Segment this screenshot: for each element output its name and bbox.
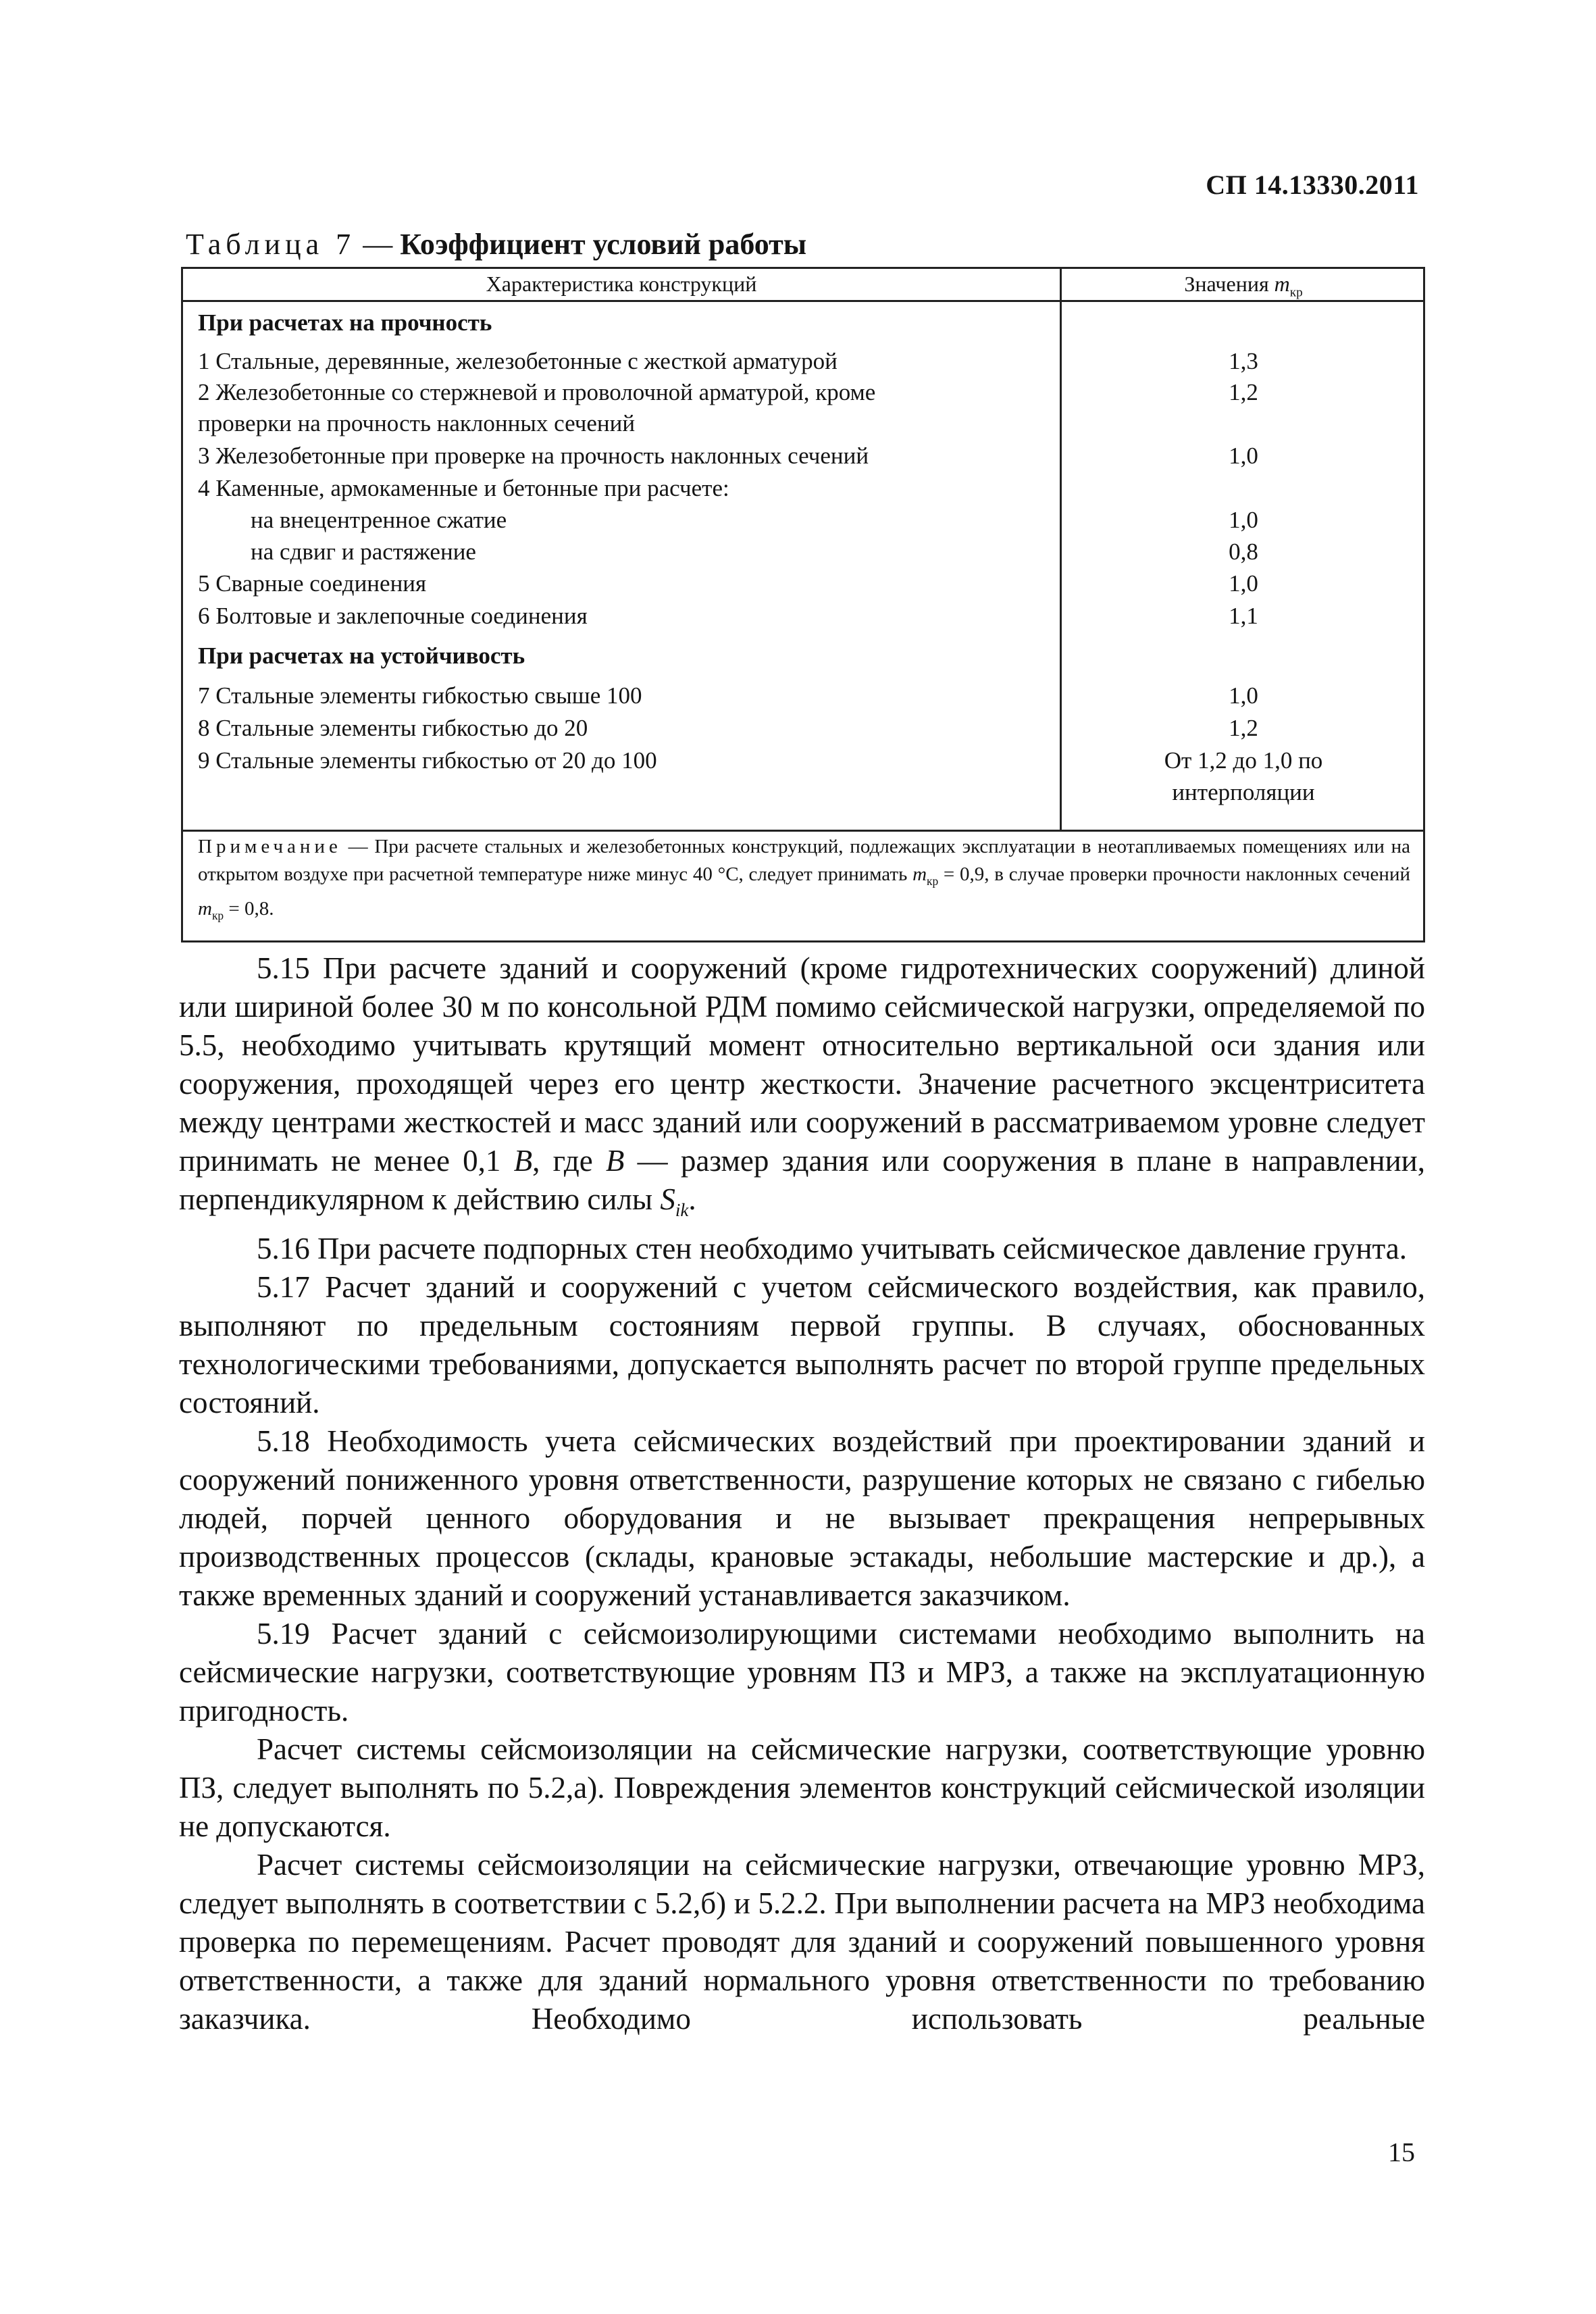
table-row-text: 7 Стальные элементы гибкостью свыше 100 <box>198 682 642 709</box>
document-code: СП 14.13330.2011 <box>1206 170 1419 200</box>
table-caption-prefix: Таблица 7 <box>186 228 356 261</box>
table-row-text: 6 Болтовые и заклепочные соединения <box>198 603 588 629</box>
table-row-value: 1,3 <box>1229 348 1258 374</box>
table-row-value: 1,0 <box>1229 507 1258 533</box>
paragraph-5-16: 5.16 При расчете подпорных стен необходимо учитывать сейсмическое давление грунта. <box>257 1232 1407 1265</box>
body-text <box>179 949 1425 2038</box>
paragraph-5-19-pz: Расчет системы сейсмоизоляции на сейсмические нагрузки, соответствующие уровню ПЗ, следует выполнять по 5.2,а). Повреждения элементов конструкций сейсмической изоляции не допускаются. <box>179 1732 1425 1843</box>
table-row-value: 1,2 <box>1229 379 1258 405</box>
table-row-text: 4 Каменные, армокаменные и бетонные при расчете: <box>198 475 729 501</box>
table-row-text: 2 Железобетонные со стержневой и проволочной арматурой, кроме <box>198 379 876 405</box>
table-row-text: на сдвиг и растяжение <box>251 538 476 565</box>
table-row-value: От 1,2 до 1,0 по <box>1164 747 1323 774</box>
table-caption-dash: — <box>355 228 401 261</box>
table-header-values: Значения $m_{кр}$ <box>1184 272 1303 300</box>
table-row-value: 1,2 <box>1229 715 1258 741</box>
paragraph-5-19: 5.19 Расчет зданий с сейсмоизолирующими системами необходимо выполнить на сейсмические нагрузки, соответствующие уровням ПЗ и МРЗ, а также на эксплуатационную пригодность. <box>179 1617 1425 1728</box>
table-note-divider <box>183 830 1423 832</box>
table-row-value: 0,8 <box>1229 538 1258 565</box>
table-section-strength: При расчетах на прочность <box>198 309 492 336</box>
table-row-value: 1,0 <box>1229 682 1258 709</box>
paragraph-5-19-mrz: Расчет системы сейсмоизоляции на сейсмические нагрузки, отвечающие уровню МРЗ, следует выполнять в соответствии с 5.2,б) и 5.2.2. При выполнении расчета на МРЗ необходима проверка по перемещениям. Расчет проводят для зданий и сооружений повышенного уровня ответственности, а также для зданий нормального уровня ответственности по требованию заказчика. Необходимо использовать реальные <box>179 1848 1425 2036</box>
coefficient-table <box>181 267 1425 942</box>
table-row-text: 9 Стальные элементы гибкостью от 20 до 100 <box>198 747 657 774</box>
table-row-text-continued: проверки на прочность наклонных сечений <box>198 410 636 436</box>
note-label: Примечание <box>198 836 342 857</box>
paragraph-5-18: 5.18 Необходимость учета сейсмических воздействий при проектировании зданий и сооружений пониженного уровня ответственности, разрушение которых не связано с гибелью людей, порчей ценного оборудования и не вызывает прекращения непрерывных производственных процессов (склады, крановые эстакады, небольшие мастерские и др.), а также временных зданий и сооружений устанавливается заказчиком. <box>179 1424 1425 1612</box>
table-row-text: 3 Железобетонные при проверке на прочность наклонных сечений <box>198 443 869 469</box>
table-row-text: 5 Сварные соединения <box>198 570 427 597</box>
paragraph-5-17: 5.17 Расчет зданий и сооружений с учетом сейсмического воздействия, как правило, выполняют по предельным состояниям первой группы. В случаях, обоснованных технологическими требованиями, допускается выполнять расчет по второй группе предельных состояний. <box>179 1270 1425 1419</box>
page-number: 15 <box>1388 2137 1415 2167</box>
table-row-value: 1,1 <box>1229 603 1258 629</box>
table-note: Примечание — При расчете стальных и железобетонных конструкций, подлежащих эксплуатации в неотапливаемых помещениях или на открытом воздухе при расчетной температуре ниже минус 40 °С, следует принимать $m_{кр} = 0,9$, в случае проверки прочности наклонных сечений $m_{кр} = 0,8$. <box>198 836 1410 922</box>
table-caption <box>186 227 806 261</box>
paragraph-5-15: 5.15 При расчете зданий и сооружений (кроме гидротехнических сооружений) длиной или шириной более 30 м по консольной РДМ помимо сейсмической нагрузки, определяемой по 5.5, необходимо учитывать крутящий момент относительно вертикальной оси здания или сооружения, проходящей через его центр жесткости. Значение расчетного эксцентриситета между центрами жесткостей и масс зданий или сооружений в рассматриваемом уровне следует принимать не менее 0,1 B, где B — размер здания или сооружения в плане в направлении, перпендикулярном к действию силы $S_{ik}$. <box>179 951 1425 1220</box>
table-row-value-continued: интерполяции <box>1172 779 1315 805</box>
table-row-text: 1 Стальные, деревянные, железобетонные с жесткой арматурой <box>198 348 838 374</box>
table-row-value: 1,0 <box>1229 570 1258 597</box>
table-section-stability: При расчетах на устойчивость <box>198 643 525 669</box>
table-caption-title: Коэффициент условий работы <box>400 228 807 261</box>
table-header-characteristic: Характеристика конструкций <box>486 272 757 296</box>
table-row-text: 8 Стальные элементы гибкостью до 20 <box>198 715 588 741</box>
table-row-text: на внецентренное сжатие <box>251 507 507 533</box>
table-header-divider <box>183 300 1423 302</box>
table-row-value: 1,0 <box>1229 443 1258 469</box>
